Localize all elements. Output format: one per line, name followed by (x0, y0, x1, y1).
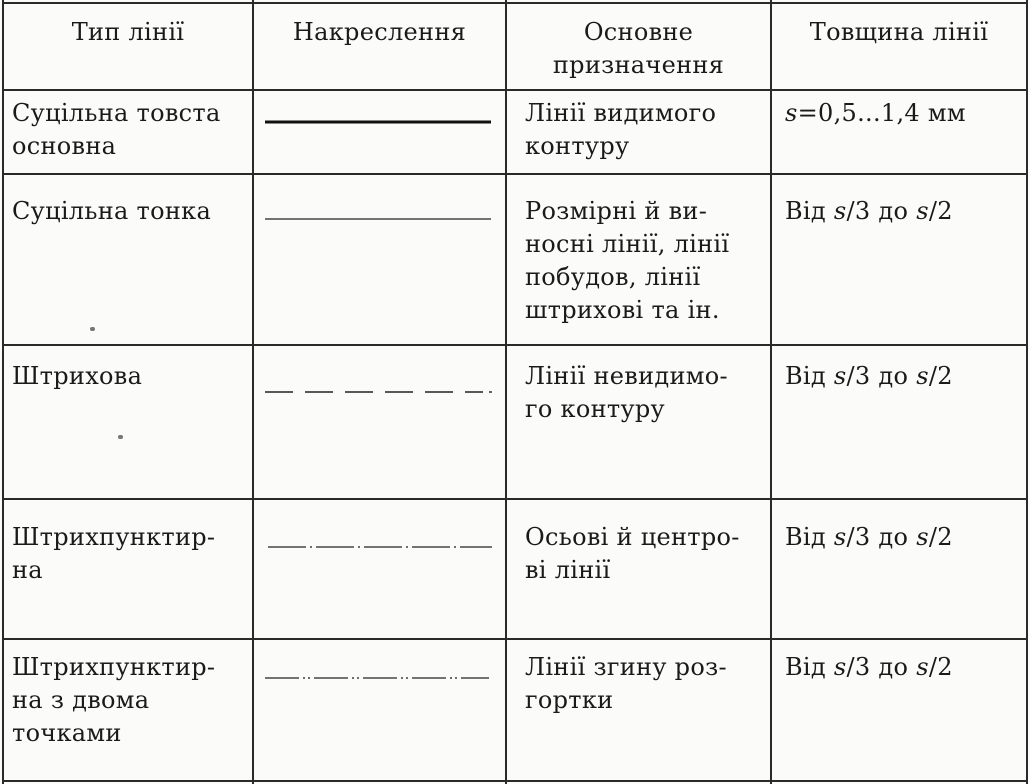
solid-thick-line-icon (265, 118, 493, 126)
table-row-divider-4 (2, 638, 1028, 640)
table-row-divider-1 (2, 173, 1028, 175)
table-divider-col3 (770, 0, 772, 784)
table-row-divider-3 (2, 498, 1028, 500)
dash-double-dot-line-icon (265, 675, 493, 681)
row1-line-type: Суцільна товста основна (12, 99, 221, 160)
header-drawing: Накреслення (292, 18, 467, 46)
header-line-type: Тип лінії (71, 18, 185, 46)
table-header-divider (2, 89, 1028, 91)
solid-thin-line-icon (265, 216, 493, 222)
row2-purpose: Розмірні й ви- носні лінії, лінії побудов, лінії штрихові та ін. (525, 197, 730, 324)
table-border-left (2, 0, 4, 784)
scan-speck (90, 327, 95, 331)
row1-thickness: s=0,5...1,4 мм (785, 99, 966, 127)
row1-purpose: Лінії видимого контуру (525, 99, 717, 160)
dashed-line-icon (265, 389, 493, 395)
row5-line-type: Штрихпунктир- на з двома точками (12, 653, 216, 747)
row4-purpose: Осьові й центро- ві лінії (525, 523, 740, 584)
table-divider-col1 (252, 0, 254, 784)
row3-line-type: Штрихова (12, 362, 143, 390)
row2-line-type: Суцільна тонка (12, 197, 212, 225)
row5-thickness: Від s/3 до s/2 (785, 653, 953, 681)
table-border-top (2, 2, 1028, 4)
row3-purpose: Лінії невидимо- го контуру (525, 362, 728, 423)
table-border-right (1026, 0, 1028, 784)
row5-purpose: Лінії згину роз- гортки (525, 653, 727, 714)
row2-thickness: Від s/3 до s/2 (785, 197, 953, 225)
header-thickness: Товщина лінії (809, 18, 989, 46)
header-purpose: Основне призначення (552, 18, 725, 79)
row3-thickness: Від s/3 до s/2 (785, 362, 953, 390)
row4-thickness: Від s/3 до s/2 (785, 523, 953, 551)
table-row-divider-2 (2, 344, 1028, 346)
row4-line-type: Штрихпунктир- на (12, 523, 216, 584)
table-border-bottom (2, 780, 1028, 782)
table-divider-col2 (505, 0, 507, 784)
scan-speck (118, 435, 123, 439)
dash-dot-line-icon (268, 544, 494, 550)
